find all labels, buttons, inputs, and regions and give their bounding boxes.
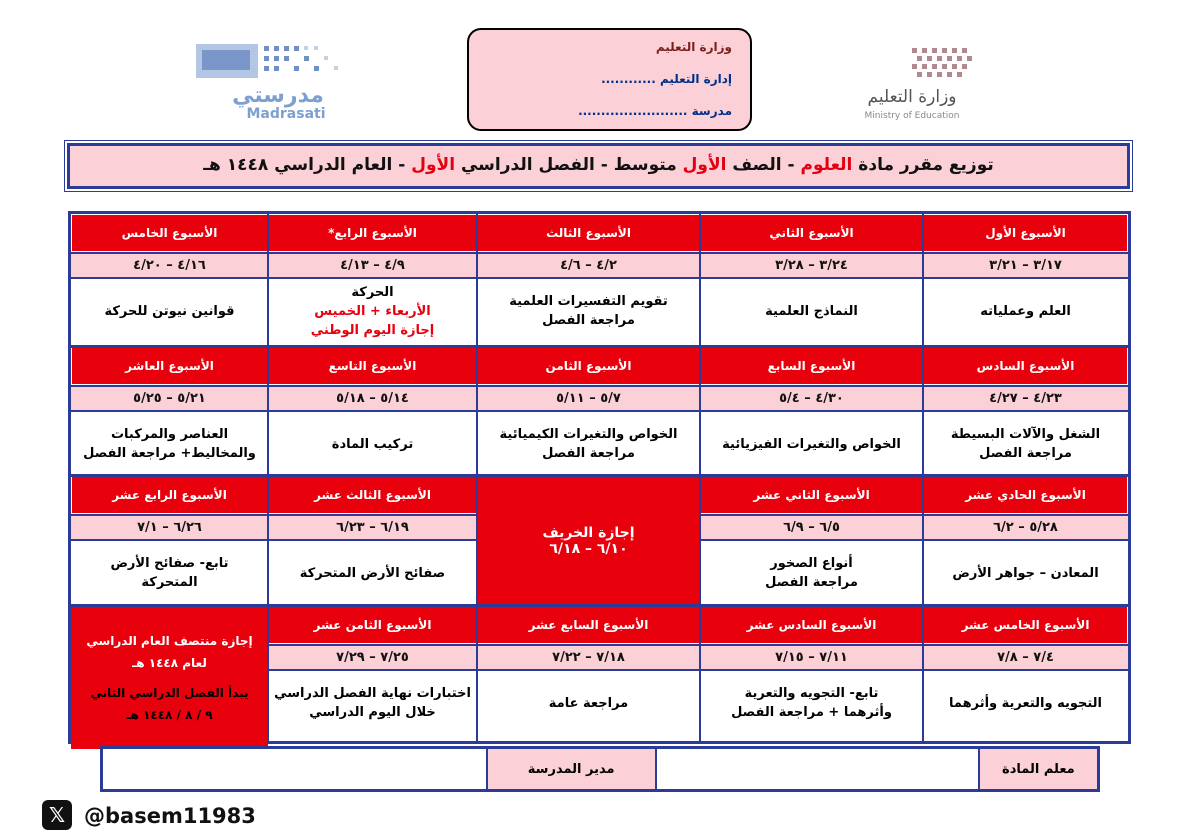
week-header — [477, 214, 700, 252]
teacher-label: معلم المادة — [978, 749, 1097, 789]
week-content — [71, 541, 268, 605]
week-header-label: الأسبوع الثالث — [546, 226, 631, 240]
row-divider — [71, 474, 1128, 477]
week-header — [700, 606, 923, 644]
lesson-line: النماذج العلمية — [765, 303, 858, 319]
week-content — [71, 412, 268, 476]
week-content — [268, 671, 477, 735]
week-dates — [71, 385, 268, 412]
week-header — [700, 347, 923, 385]
holiday-note: إجازة اليوم الوطني — [310, 322, 435, 338]
moe-logo-latin: Ministry of Education — [864, 111, 960, 121]
week-content — [477, 671, 700, 735]
lesson-line: تابع- التجويه والتعرية — [744, 686, 879, 701]
lesson-line: وأثرهما + مراجعة الفصل — [731, 705, 892, 720]
madrasati-logo-latin: Madrasati — [246, 106, 326, 122]
week-dates-label: ٥/٢٨ – ٦/٢ — [993, 520, 1058, 535]
lesson-line: مراجعة الفصل — [765, 575, 858, 590]
lesson-line: تقويم التفسيرات العلمية — [509, 294, 668, 309]
week-dates — [700, 644, 923, 671]
principal-signature-field — [103, 749, 486, 789]
week-header — [268, 476, 477, 514]
week-dates-label: ٤/٩ – ٤/١٣ — [340, 258, 405, 273]
week-dates — [700, 252, 923, 279]
week-header — [923, 606, 1128, 644]
week-header-label: الأسبوع الثاني عشر — [753, 488, 870, 502]
moe-logo — [852, 44, 1012, 124]
week-dates-label: ٤/١٦ – ٤/٢٠ — [133, 258, 206, 273]
week-content — [71, 279, 268, 343]
lesson-line: اختبارات نهاية الفصل الدراسي — [274, 686, 471, 701]
lesson-line: المتحركة — [141, 575, 198, 590]
week-dates — [477, 252, 700, 279]
week-dates — [477, 644, 700, 671]
week-dates — [268, 252, 477, 279]
week-header — [477, 606, 700, 644]
week-header-label: الأسبوع الرابع* — [328, 226, 417, 240]
teacher-signature-field — [655, 749, 978, 789]
week-header-label: الأسبوع السادس عشر — [746, 618, 877, 632]
week-header-label: الأسبوع الرابع عشر — [112, 488, 227, 502]
week-content — [700, 671, 923, 735]
column-divider — [699, 214, 701, 744]
week-dates-label: ٤/٣٠ – ٥/٤ — [779, 391, 844, 406]
title-grade: الأول — [682, 155, 727, 175]
midyear-line4: ٩ / ٨ / ١٤٤٨ هـ — [126, 707, 213, 722]
week-dates-label: ٥/١٤ – ٥/١٨ — [336, 391, 409, 406]
week-dates-label: ٣/١٧ – ٣/٢١ — [989, 258, 1062, 273]
midyear-line2: لعام ١٤٤٨ هـ — [132, 655, 207, 670]
principal-label: مدير المدرسة — [486, 749, 655, 789]
week-dates — [700, 514, 923, 541]
week-content — [700, 412, 923, 476]
week-header-label: الأسبوع الأول — [985, 226, 1066, 240]
week-header-label: الأسبوع السابع عشر — [528, 618, 649, 632]
week-header — [700, 476, 923, 514]
week-header — [71, 476, 268, 514]
week-header-label: الأسبوع السادس — [976, 359, 1075, 373]
week-content — [923, 412, 1128, 476]
holiday-note: الأربعاء + الخميس — [314, 303, 431, 319]
title-part1: توزيع مقرر مادة — [852, 155, 994, 175]
week-content — [923, 541, 1128, 605]
week-header-label: الأسبوع الثالث عشر — [314, 488, 431, 502]
week-header-label: الأسبوع العاشر — [125, 359, 214, 373]
title-subject: العلوم — [800, 155, 853, 175]
title-part2: - الصف — [726, 155, 801, 175]
week-content — [923, 279, 1128, 343]
week-dates — [71, 514, 268, 541]
week-content — [268, 412, 477, 476]
week-header — [71, 214, 268, 252]
moe-logo-text: وزارة التعليم — [867, 87, 957, 107]
week-dates-label: ٣/٢٤ – ٣/٢٨ — [775, 258, 848, 273]
week-header-label: الأسبوع التاسع — [328, 359, 417, 373]
week-dates-label: ٦/٥ – ٦/٩ — [783, 520, 840, 535]
midyear-line3: يبدأ الفصل الدراسي الثاني — [90, 685, 249, 700]
lesson-line: قوانين نيوتن للحركة — [104, 303, 235, 319]
lesson-line: الخواص والتغيرات الفيزيائية — [722, 436, 901, 452]
week-dates-label: ٧/٤ – ٧/٨ — [997, 650, 1054, 665]
week-dates — [71, 252, 268, 279]
week-content — [700, 541, 923, 605]
week-header — [71, 347, 268, 385]
week-header-label: الأسبوع الخامس عشر — [961, 618, 1090, 632]
week-dates — [268, 385, 477, 412]
schedule-table — [68, 211, 1131, 744]
week-content — [477, 279, 700, 343]
madrasati-logo-text: مدرستي — [232, 83, 324, 108]
lesson-line: تركيب المادة — [331, 436, 414, 452]
week-dates — [923, 644, 1128, 671]
lesson-line: التجويه والتعرية وأثرهما — [949, 695, 1103, 711]
week-dates — [923, 252, 1128, 279]
week-content — [477, 412, 700, 476]
week-header-label: الأسبوع الثامن — [545, 359, 632, 373]
week-dates — [923, 385, 1128, 412]
week-header — [923, 214, 1128, 252]
madrasati-logo — [192, 38, 364, 124]
week-header-label: الأسبوع الخامس — [121, 226, 218, 240]
week-dates — [477, 385, 700, 412]
school-line: مدرسة ........................ — [578, 104, 732, 118]
week-dates-label: ٥/٧ – ٥/١١ — [556, 391, 621, 406]
midyear-break-cell — [71, 606, 268, 749]
week-dates-label: ٦/٢٦ – ٧/١ — [137, 520, 202, 535]
lesson-line: أنواع الصخور — [770, 556, 853, 571]
lesson-line: العناصر والمركبات — [110, 427, 229, 442]
education-dept-line: إدارة التعليم ............ — [601, 72, 732, 86]
week-dates-label: ٤/٢ – ٤/٦ — [560, 258, 617, 273]
week-dates-label: ٧/٢٥ – ٧/٢٩ — [336, 650, 409, 665]
week-content — [923, 671, 1128, 735]
autumn-break-cell — [477, 476, 700, 605]
lesson-line: المعادن – جواهر الأرض — [952, 565, 1099, 581]
lesson-line: صفائح الأرض المتحركة — [299, 565, 446, 581]
week-content — [268, 541, 477, 605]
midyear-line1: إجازة منتصف العام الدراسي — [86, 633, 253, 648]
lesson-line: العلم وعملياته — [980, 303, 1071, 319]
week-dates — [268, 644, 477, 671]
lesson-line: مراجعة عامة — [548, 695, 629, 711]
column-divider — [267, 214, 269, 744]
week-header — [268, 606, 477, 644]
lesson-line: الحركة — [351, 284, 394, 300]
week-dates — [268, 514, 477, 541]
week-dates-label: ٧/١٨ – ٧/٢٢ — [552, 650, 625, 665]
lesson-line: الخواص والتغيرات الكيميائية — [499, 427, 678, 442]
week-header — [268, 214, 477, 252]
ministry-line: وزارة التعليم — [655, 40, 732, 54]
row-divider — [71, 604, 1128, 607]
week-dates-label: ٦/١٩ – ٦/٢٣ — [336, 520, 409, 535]
week-header — [268, 347, 477, 385]
lesson-line: مراجعة الفصل — [542, 313, 635, 328]
week-header-label: الأسبوع السابع — [767, 359, 856, 373]
school-info-box — [467, 28, 752, 131]
autumn-break-dates: ٦/١٠ – ٦/١٨ — [549, 540, 628, 557]
week-header — [923, 347, 1128, 385]
column-divider — [476, 214, 478, 744]
signature-row — [100, 746, 1100, 792]
title-part3: متوسط - الفصل الدراسي — [455, 155, 683, 175]
author-handle: @basem11983 — [84, 804, 256, 828]
page-title — [67, 143, 1130, 189]
lesson-line: خلال اليوم الدراسي — [309, 705, 436, 720]
week-content — [268, 279, 477, 343]
week-content — [700, 279, 923, 343]
week-header-label: الأسبوع الثامن عشر — [313, 618, 432, 632]
title-part4: - العام الدراسي ١٤٤٨ هـ — [203, 155, 412, 175]
lesson-line: تابع- صفائح الأرض — [110, 556, 229, 571]
week-header — [477, 347, 700, 385]
week-dates-label: ٥/٢١ – ٥/٢٥ — [133, 391, 206, 406]
week-header — [923, 476, 1128, 514]
week-dates — [923, 514, 1128, 541]
week-header-label: الأسبوع الثاني — [769, 226, 854, 240]
lesson-line: مراجعة الفصل — [542, 446, 635, 461]
week-header — [700, 214, 923, 252]
row-divider — [71, 345, 1128, 348]
week-dates — [700, 385, 923, 412]
autumn-break-label: إجازة الخريف — [542, 524, 635, 541]
week-dates-label: ٧/١١ – ٧/١٥ — [775, 650, 848, 665]
title-term: الأول — [411, 155, 456, 175]
week-header-label: الأسبوع الحادي عشر — [965, 488, 1086, 502]
x-logo-icon: 𝕏 — [42, 800, 72, 830]
lesson-line: والمخاليط+ مراجعة الفصل — [83, 446, 256, 461]
lesson-line: مراجعة الفصل — [979, 446, 1072, 461]
column-divider — [922, 214, 924, 744]
lesson-line: الشغل والآلات البسيطة — [950, 427, 1101, 442]
week-dates-label: ٤/٢٣ – ٤/٢٧ — [989, 391, 1062, 406]
